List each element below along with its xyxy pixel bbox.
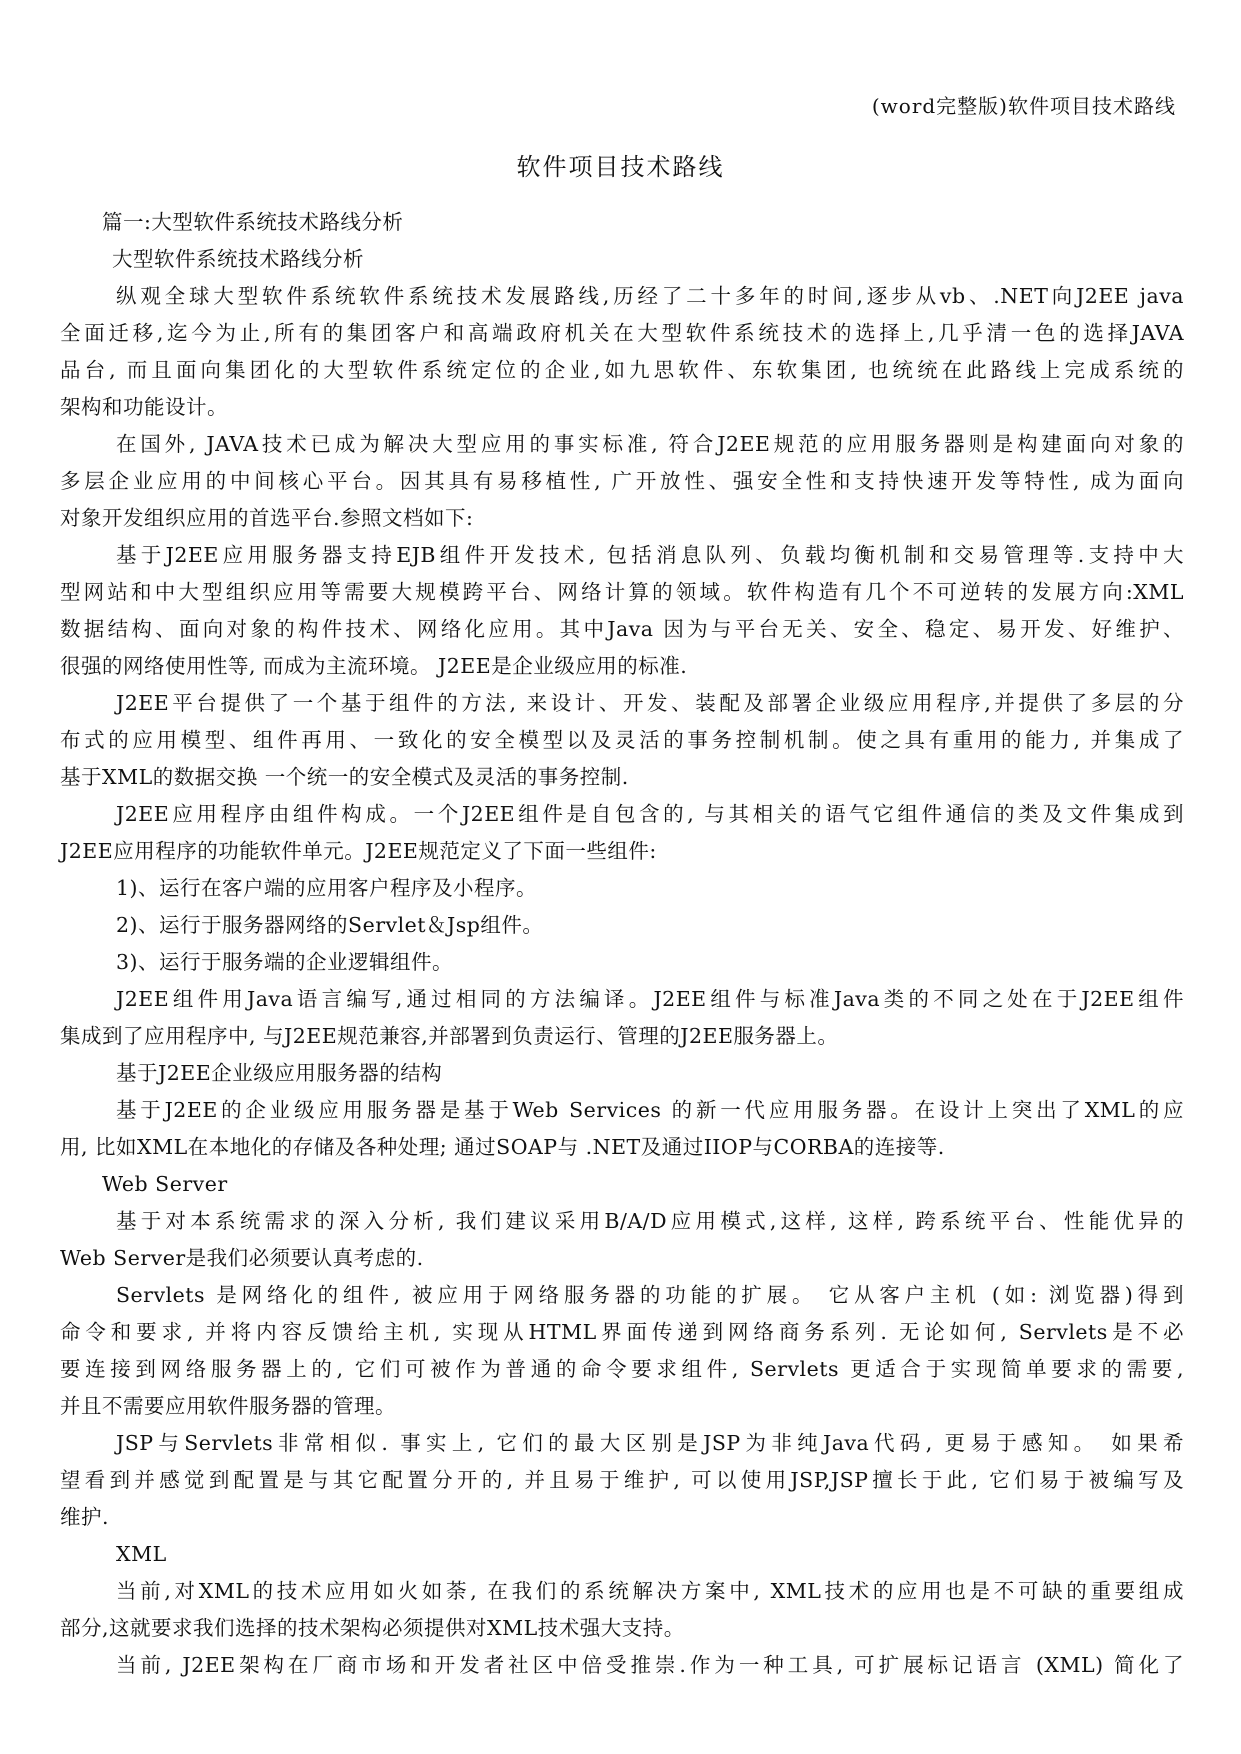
text-line: 集成到了应用程序中, 与J2EE规范兼容,并部署到负责运行、管理的J2EE服务器上。 [60, 1024, 839, 1048]
text-line: 布式的应用模型、组件再用、一致化的安全模型以及灵活的事务控制机制。使之具有重用的能力, 并集成了 [60, 728, 1184, 752]
text-line: 对象开发组织应用的首选平台.参照文档如下: [60, 506, 474, 530]
text-line: 纵观全球大型软件系统软件系统技术发展路线,历经了二十多年的时间,逐步从vb、.NET向J2EE java [116, 284, 1184, 308]
document-title: 软件项目技术路线 [516, 153, 725, 181]
text-line: 当前,对XML的技术应用如火如荼, 在我们的系统解决方案中, XML技术的应用也是不可缺的重要组成 [116, 1579, 1184, 1603]
document-body [60, 204, 1184, 1684]
text-line: J2EE平台提供了一个基于组件的方法, 来设计、开发、装配及部署企业级应用程序,并提供了多层的分 [116, 691, 1184, 715]
text-line: 要连接到网络服务器上的, 它们可被作为普通的命令要求组件, Servlets 更适合于实现简单要求的需要, [60, 1357, 1184, 1381]
text-line: 部分,这就要求我们选择的技术架构必须提供对XML技术强大支持。 [60, 1616, 685, 1640]
text-line: 基于J2EE企业级应用服务器的结构 [116, 1061, 443, 1085]
text-line: J2EE应用程序的功能软件单元。J2EE规范定义了下面一些组件: [60, 839, 657, 863]
running-header: (word完整版)软件项目技术路线 [871, 94, 1176, 118]
text-line: 多层企业应用的中间核心平台。因其具有易移植性, 广开放性、强安全性和支持快速开发等特性, 成为面向 [60, 469, 1184, 493]
text-line: Servlets 是网络化的组件, 被应用于网络服务器的功能的扩展。 它从客户主机 (如: 浏览器)得到 [116, 1283, 1184, 1307]
text-line: 在国外, JAVA技术已成为解决大型应用的事实标准, 符合J2EE规范的应用服务器则是构建面向对象的 [116, 432, 1184, 456]
text-line: J2EE组件用Java语言编写,通过相同的方法编译。J2EE组件与标准Java类的不同之处在于J2EE组件 [116, 987, 1184, 1011]
text-line: J2EE应用程序由组件构成。一个J2EE组件是自包含的, 与其相关的语气它组件通信的类及文件集成到 [116, 802, 1184, 826]
text-line: 很强的网络使用性等, 而成为主流环境。 J2EE是企业级应用的标准. [60, 654, 688, 678]
text-line: 维护. [60, 1505, 110, 1529]
text-line: 命令和要求, 并将内容反馈给主机, 实现从HTML界面传递到网络商务系列. 无论如何, Servlets是不必 [60, 1320, 1184, 1344]
text-line: Web Server [102, 1172, 228, 1196]
text-line: 用, 比如XML在本地化的存储及各种处理; 通过SOAP与 .NET及通过IIOP与CORBA的连接等. [60, 1135, 945, 1159]
text-line: 并且不需要应用软件服务器的管理。 [60, 1394, 396, 1418]
text-line: 基于对本系统需求的深入分析, 我们建议采用B/A/D应用模式,这样, 这样, 跨系统平台、性能优异的 [116, 1209, 1184, 1233]
text-line: 大型软件系统技术路线分析 [112, 247, 364, 271]
text-line: 2)、运行于服务器网络的Servlet＆Jsp组件。 [116, 913, 544, 937]
text-line: 品台, 而且面向集团化的大型软件系统定位的企业,如九思软件、东软集团, 也统统在此路线上完成系统的 [60, 358, 1184, 382]
text-line: XML [116, 1542, 167, 1566]
text-line: 全面迁移,迄今为止,所有的集团客户和高端政府机关在大型软件系统技术的选择上,几乎清一色的选择JAVA [60, 321, 1184, 345]
text-line: 望看到并感觉到配置是与其它配置分开的, 并且易于维护, 可以使用JSP,JSP擅长于此, 它们易于被编写及 [60, 1468, 1184, 1492]
text-line: 基于XML的数据交换 一个统一的安全模式及灵活的事务控制. [60, 765, 629, 789]
text-line: 基于J2EE的企业级应用服务器是基于Web Services 的新一代应用服务器。在设计上突出了XML的应 [116, 1098, 1184, 1122]
text-line: 3)、运行于服务端的企业逻辑组件。 [116, 950, 454, 974]
text-line: 基于J2EE应用服务器支持EJB组件开发技术, 包括消息队列、负载均衡机制和交易管理等.支持中大 [116, 543, 1184, 567]
text-line: 当前, J2EE架构在厂商市场和开发者社区中倍受推崇.作为一种工具, 可扩展标记语言 (XML) 简化了 [116, 1653, 1184, 1677]
text-line: 型网站和中大型组织应用等需要大规模跨平台、网络计算的领域。软件构造有几个不可逆转的发展方向:XML [60, 580, 1184, 604]
text-line: 1)、运行在客户端的应用客户程序及小程序。 [116, 876, 538, 900]
text-line: 架构和功能设计。 [60, 395, 228, 419]
text-line: Web Server是我们必须要认真考虑的. [60, 1246, 424, 1270]
text-line: 数据结构、面向对象的构件技术、网络化应用。其中Java 因为与平台无关、安全、稳定、易开发、好维护、 [60, 617, 1184, 641]
text-line: JSP与Servlets非常相似. 事实上, 它们的最大区别是JSP为非纯Java代码, 更易于感知。 如果希 [116, 1431, 1184, 1455]
text-line: 篇一:大型软件系统技术路线分析 [102, 210, 404, 234]
